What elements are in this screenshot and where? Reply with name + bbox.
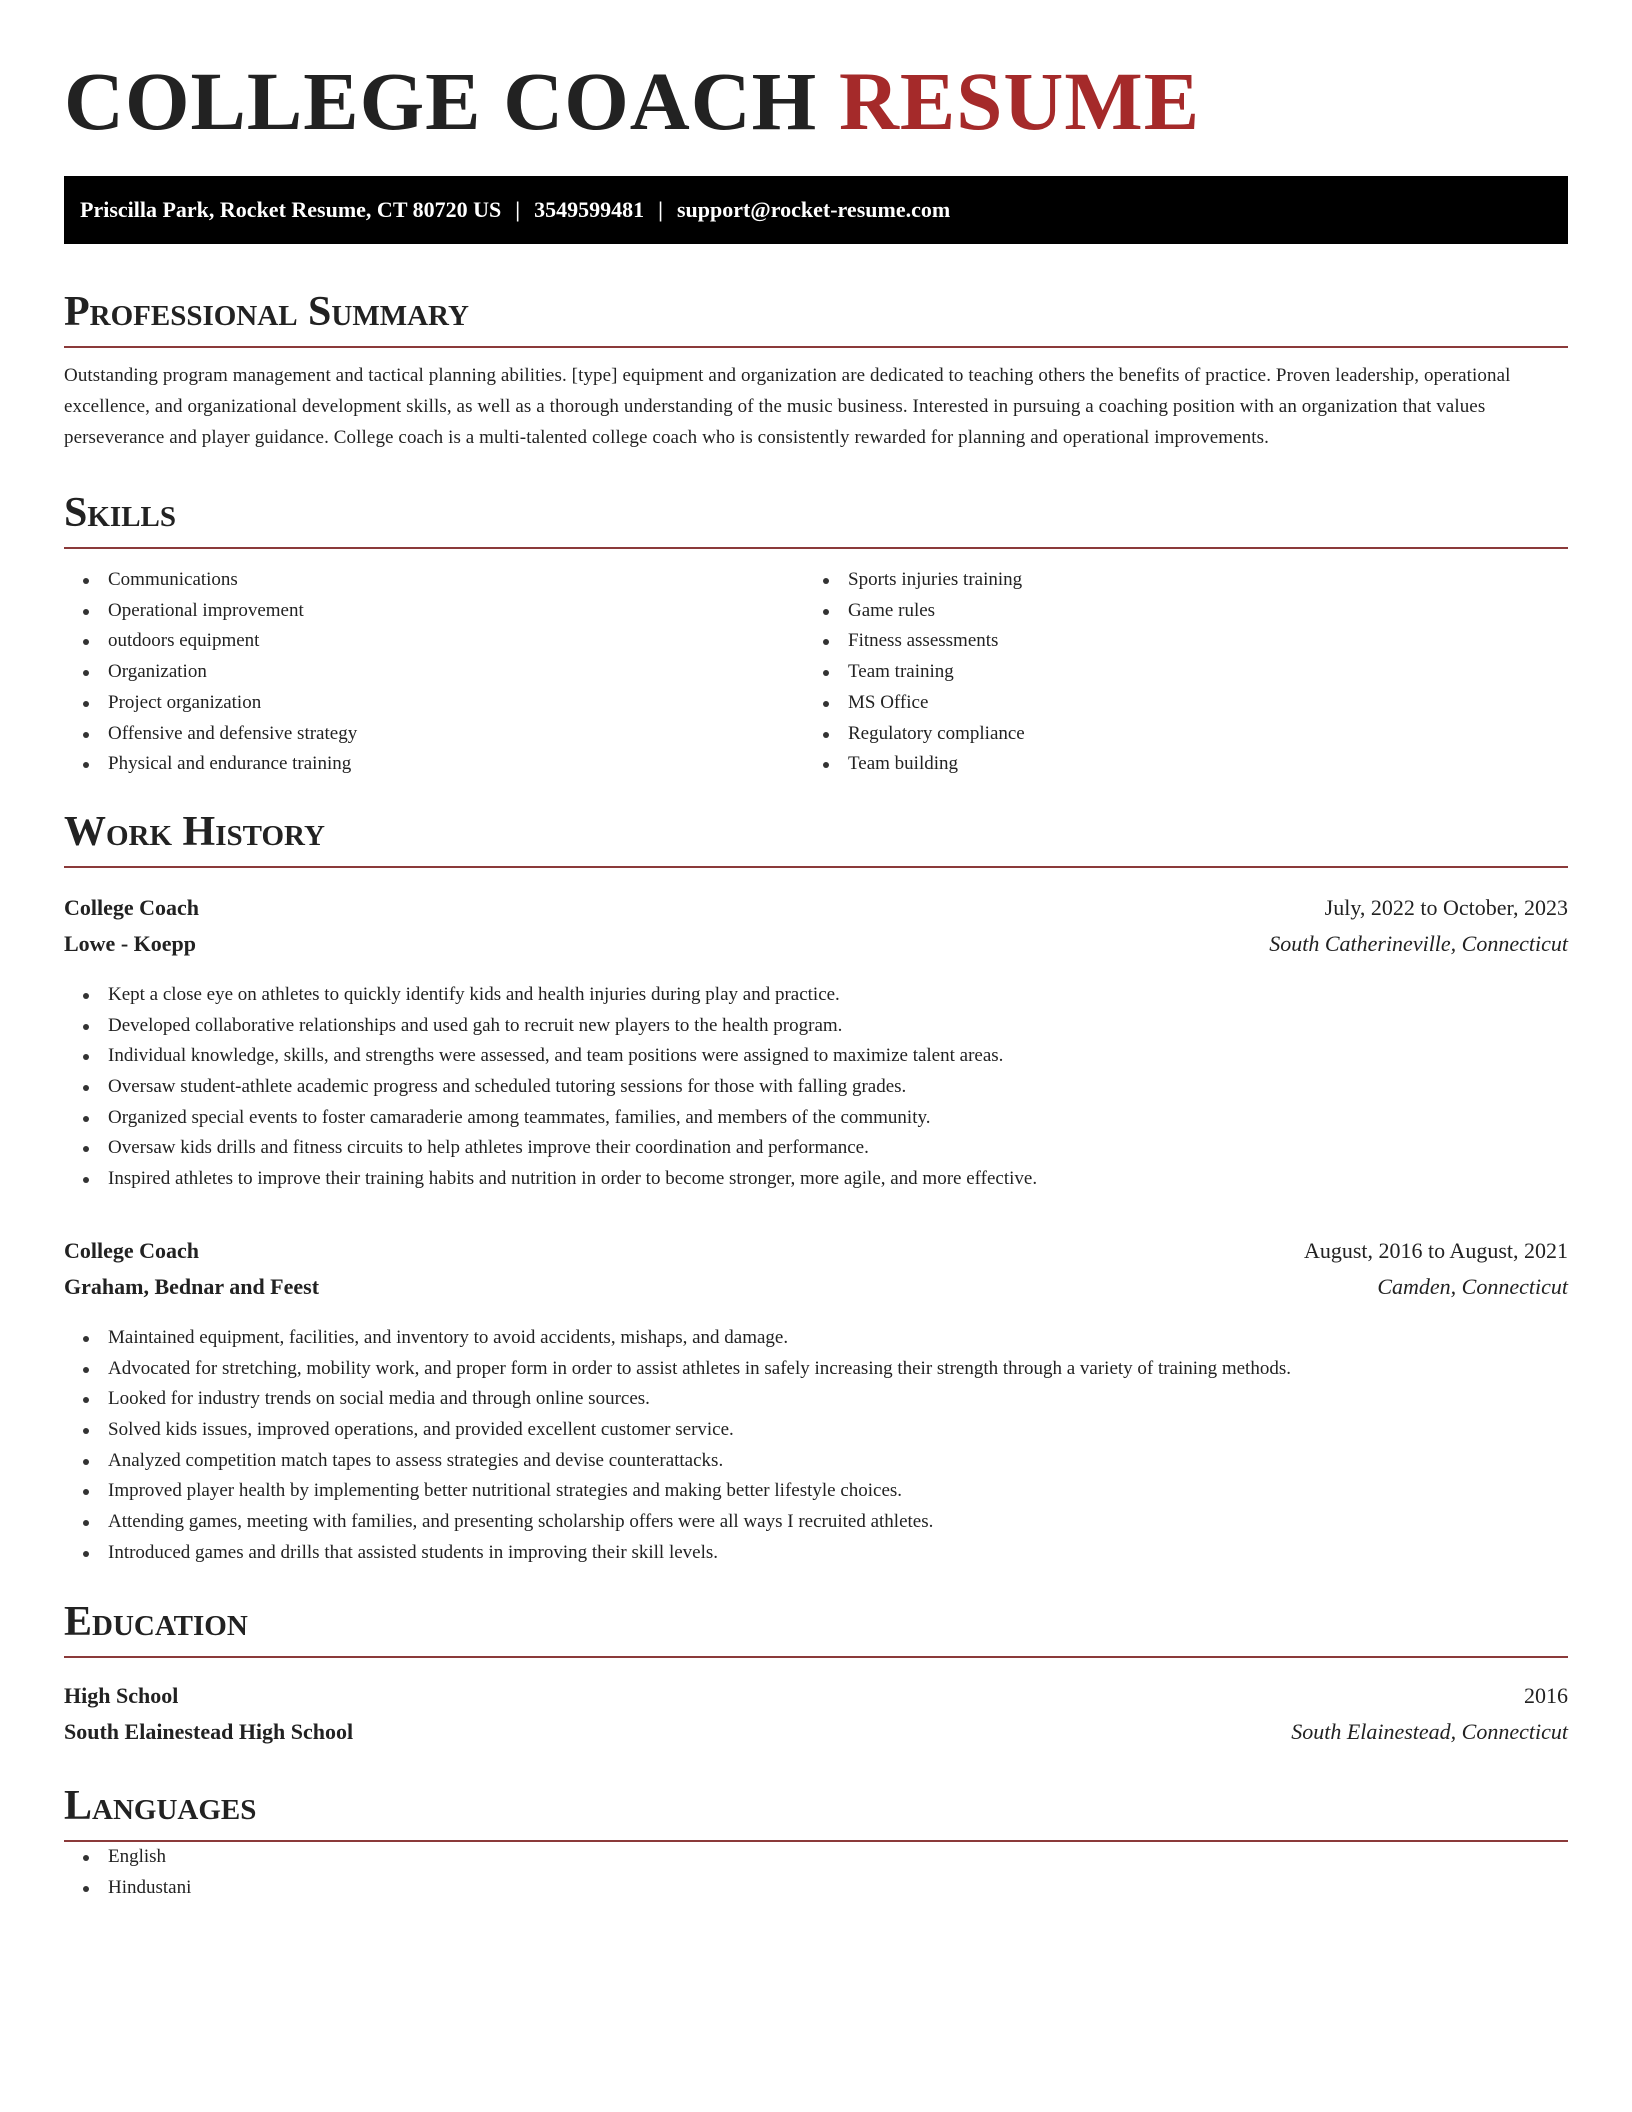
job-bullet: Improved player health by implementing better nutritional strategies and making better lifestyle choices. [64,1476,1568,1507]
skill-item: Regulatory compliance [804,719,1564,750]
job-location: South Catherineville, Connecticut [1269,930,1568,956]
job-bullet: Maintained equipment, facilities, and inventory to avoid accidents, mishaps, and damage. [64,1323,1568,1354]
title-accent: RESUME [838,55,1201,147]
job-bullet: Organized special events to foster camaraderie among teammates, families, and members of the community. [64,1103,1568,1134]
job-bullet: Developed collaborative relationships and used gah to recruit new players to the health program. [64,1011,1568,1042]
skill-item: Game rules [804,596,1564,627]
languages-list [64,1842,1568,1903]
education-location: South Elainestead, Connecticut [1291,1719,1568,1745]
job-bullet: Inspired athletes to improve their training habits and nutrition in order to become stronger, more agile, and more effective. [64,1164,1568,1195]
job-company-row [64,926,1568,962]
skill-item: Physical and endurance training [64,749,804,780]
job-bullet: Advocated for stretching, mobility work, and proper form in order to assist athletes in safely increasing their strength through a variety of training methods. [64,1354,1568,1385]
education-school: South Elainestead High School [64,1719,354,1745]
job-bullets [64,1323,1568,1569]
job-header-row [64,1233,1568,1269]
skill-item: Communications [64,565,804,596]
job-bullets [64,980,1568,1195]
skill-item: Project organization [64,688,804,719]
job-entry [64,1233,1568,1569]
language-item: English [64,1842,1568,1873]
job-company: Graham, Bednar and Feest [64,1273,320,1299]
education-heading: Education [64,1598,1568,1658]
skills-column-right [804,565,1564,780]
summary-text: Outstanding program management and tactical planning abilities. [type] equipment and organization are dedicated to teaching others the benefits of practice. Proven leadership, operational excellence, and organizational development skills, as well as a thorough understanding of the music business. Interested in pursuing a coaching position with an organization that values perseverance and player guidance. College coach is a multi-talented college coach who is consistently rewarded for planning and operational improvements. [64,365,1511,448]
education-year: 2016 [1524,1683,1568,1709]
job-location: Camden, Connecticut [1377,1273,1568,1299]
skill-item: Fitness assessments [804,626,1564,657]
job-bullet: Oversaw kids drills and fitness circuits to help athletes improve their coordination and performance. [64,1133,1568,1164]
job-header-row [64,890,1568,926]
job-bullet: Oversaw student-athlete academic progress and scheduled tutoring sessions for those with falling grades. [64,1072,1568,1103]
skill-item: MS Office [804,688,1564,719]
resume-title [64,0,1568,146]
job-bullet: Introduced games and drills that assisted students in improving their skill levels. [64,1538,1568,1569]
education-degree-row [64,1678,1568,1714]
skill-item: outdoors equipment [64,626,804,657]
job-dates: August, 2016 to August, 2021 [1303,1237,1568,1263]
job-title: College Coach [64,1237,200,1263]
languages-heading: Languages [64,1782,1568,1842]
job-bullet: Looked for industry trends on social media and through online sources. [64,1384,1568,1415]
language-item: Hindustani [64,1873,1568,1904]
job-entry [64,890,1568,1195]
job-bullet: Attending games, meeting with families, and presenting scholarship offers were all ways I recruited athletes. [64,1507,1568,1538]
job-bullet: Individual knowledge, skills, and strengths were assessed, and team positions were assigned to maximize talent areas. [64,1041,1568,1072]
contact-email: support@rocket-resume.com [676,197,951,222]
job-dates: July, 2022 to October, 2023 [1324,894,1568,920]
skills-heading: Skills [64,489,1568,549]
job-title: College Coach [64,894,200,920]
summary-heading: Professional Summary [64,288,1568,348]
work-history-heading: Work History [64,808,1568,868]
contact-separator: | [658,197,663,222]
skill-item: Team training [804,657,1564,688]
skills-list [64,565,1568,780]
job-bullet: Analyzed competition match tapes to assess strategies and devise counterattacks. [64,1446,1568,1477]
education-entry [64,1678,1568,1750]
education-degree: High School [64,1683,179,1709]
job-company-row [64,1269,1568,1305]
skill-item: Team building [804,749,1564,780]
contact-separator: | [515,197,521,222]
skill-item: Operational improvement [64,596,804,627]
skill-item: Organization [64,657,804,688]
contact-phone: 3549599481 [534,197,645,222]
job-bullet: Kept a close eye on athletes to quickly identify kids and health injuries during play and practice. [64,980,1568,1011]
job-bullet: Solved kids issues, improved operations, and provided excellent customer service. [64,1415,1568,1446]
skill-item: Sports injuries training [804,565,1564,596]
education-school-row [64,1714,1568,1750]
contact-address: Priscilla Park, Rocket Resume, CT 80720 US [80,197,502,222]
skill-item: Offensive and defensive strategy [64,719,804,750]
contact-bar [64,176,1568,244]
title-main: COLLEGE COACH [64,55,818,147]
job-company: Lowe - Koepp [64,930,196,956]
skills-column-left [64,565,804,780]
